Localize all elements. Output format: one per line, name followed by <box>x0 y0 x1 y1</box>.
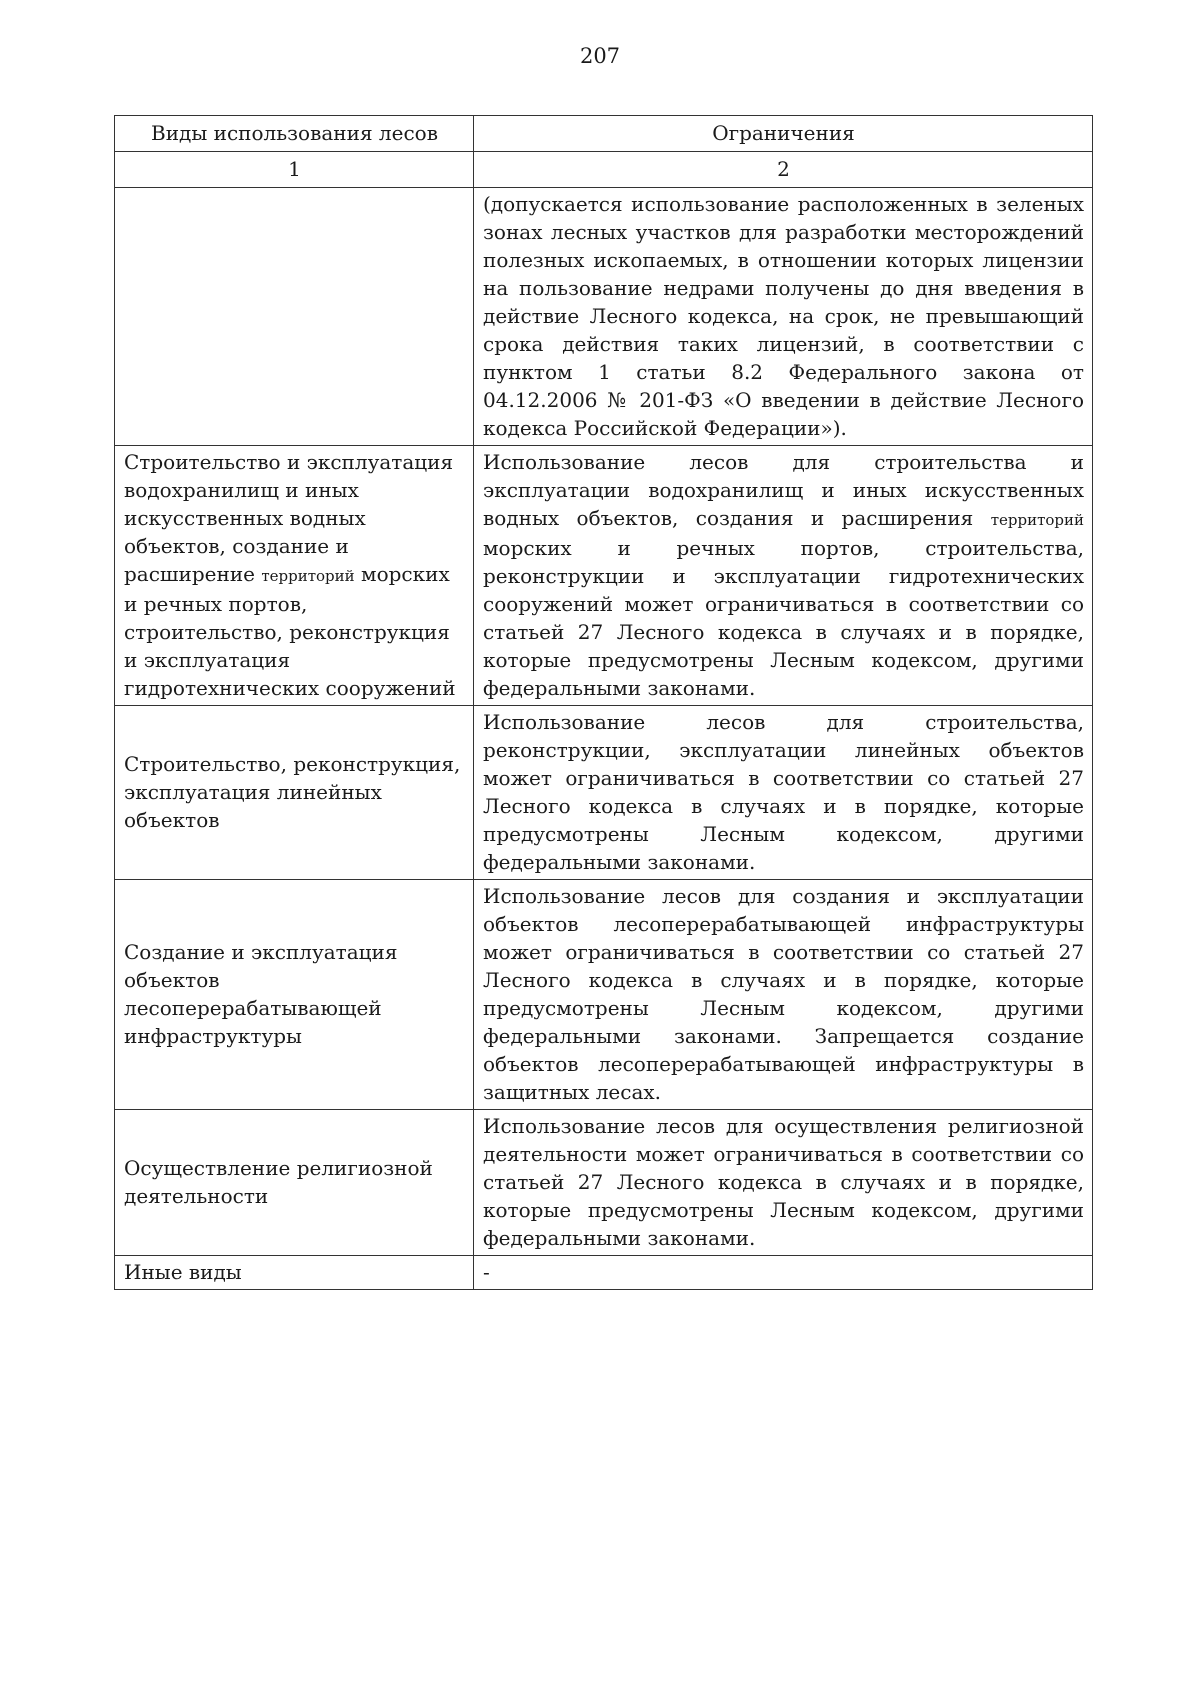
table-row <box>115 188 1093 446</box>
cell-text-small: территорий <box>261 567 355 585</box>
cell-text: морских и речных портов, строительства, реконструкции и эксплуатации гидротехнических сооружений может ограничиваться в соответствии со статьей 27 Лесного кодекса в случаях и в порядке, которые предусмотрены Лесным кодексом, другими федеральными законами. <box>483 536 1084 700</box>
row-use-type-cell <box>115 188 474 446</box>
row-restriction-cell: - <box>474 1256 1093 1290</box>
column-number-1: 1 <box>115 152 474 188</box>
table-row <box>115 446 1093 706</box>
cell-text-small: территорий <box>990 511 1084 529</box>
row-use-type-cell <box>115 446 474 706</box>
row-use-type-cell: Строительство, реконструкция, эксплуатация линейных объектов <box>115 706 474 880</box>
table-row <box>115 880 1093 1110</box>
row-restriction-cell: Использование лесов для строительства, реконструкции, эксплуатации линейных объектов может ограничиваться в соответствии со статьей 27 Лесного кодекса в случаях и в порядке, которые предусмотрены Лесным кодексом, другими федеральными законами. <box>474 706 1093 880</box>
column-header-restrictions: Ограничения <box>474 116 1093 152</box>
row-use-type-cell: Осуществление религиозной деятельности <box>115 1110 474 1256</box>
column-header-forest-use-types: Виды использования лесов <box>115 116 474 152</box>
column-number-2: 2 <box>474 152 1093 188</box>
row-restriction-cell: Использование лесов для создания и эксплуатации объектов лесоперерабатывающей инфраструктуры может ограничиваться в соответствии со статьей 27 Лесного кодекса в случаях и в порядке, которые предусмотрены Лесным кодексом, другими федеральными законами. Запрещается создание объектов лесоперерабатывающей инфраструктуры в защитных лесах. <box>474 880 1093 1110</box>
cell-text: морских и речных портов, строительство, реконструкция и эксплуатация гидротехнических сооружений <box>124 562 456 700</box>
row-use-type-cell: Иные виды <box>115 1256 474 1290</box>
cell-text: Строительство и эксплуатация водохранилищ и иных искусственных водных объектов, создание и расширение <box>124 450 454 586</box>
forest-use-restrictions-table <box>114 115 1093 1290</box>
table-row <box>115 706 1093 880</box>
table-row <box>115 1256 1093 1290</box>
cell-text: Использование лесов для строительства и эксплуатации водохранилищ и иных искусственных водных объектов, создания и расширения <box>483 450 1084 530</box>
table-row <box>115 1110 1093 1256</box>
row-restriction-cell: (допускается использование расположенных в зеленых зонах лесных участков для разработки месторождений полезных ископаемых, в отношении которых лицензии на пользование недрами получены до дня введения в действие Лесного кодекса, на срок, не превышающий срока действия таких лицензий, в соответствии с пунктом 1 статьи 8.2 Федерального закона от 04.12.2006 № 201-ФЗ «О введении в действие Лесного кодекса Российской Федерации»). <box>474 188 1093 446</box>
row-restriction-cell: Использование лесов для осуществления религиозной деятельности может ограничиваться в соответствии со статьей 27 Лесного кодекса в случаях и в порядке, которые предусмотрены Лесным кодексом, другими федеральными законами. <box>474 1110 1093 1256</box>
row-use-type-cell: Создание и эксплуатация объектов лесоперерабатывающей инфраструктуры <box>115 880 474 1110</box>
row-restriction-cell <box>474 446 1093 706</box>
page-number: 207 <box>579 44 621 68</box>
table-header-row <box>115 116 1093 152</box>
column-number-row <box>115 152 1093 188</box>
